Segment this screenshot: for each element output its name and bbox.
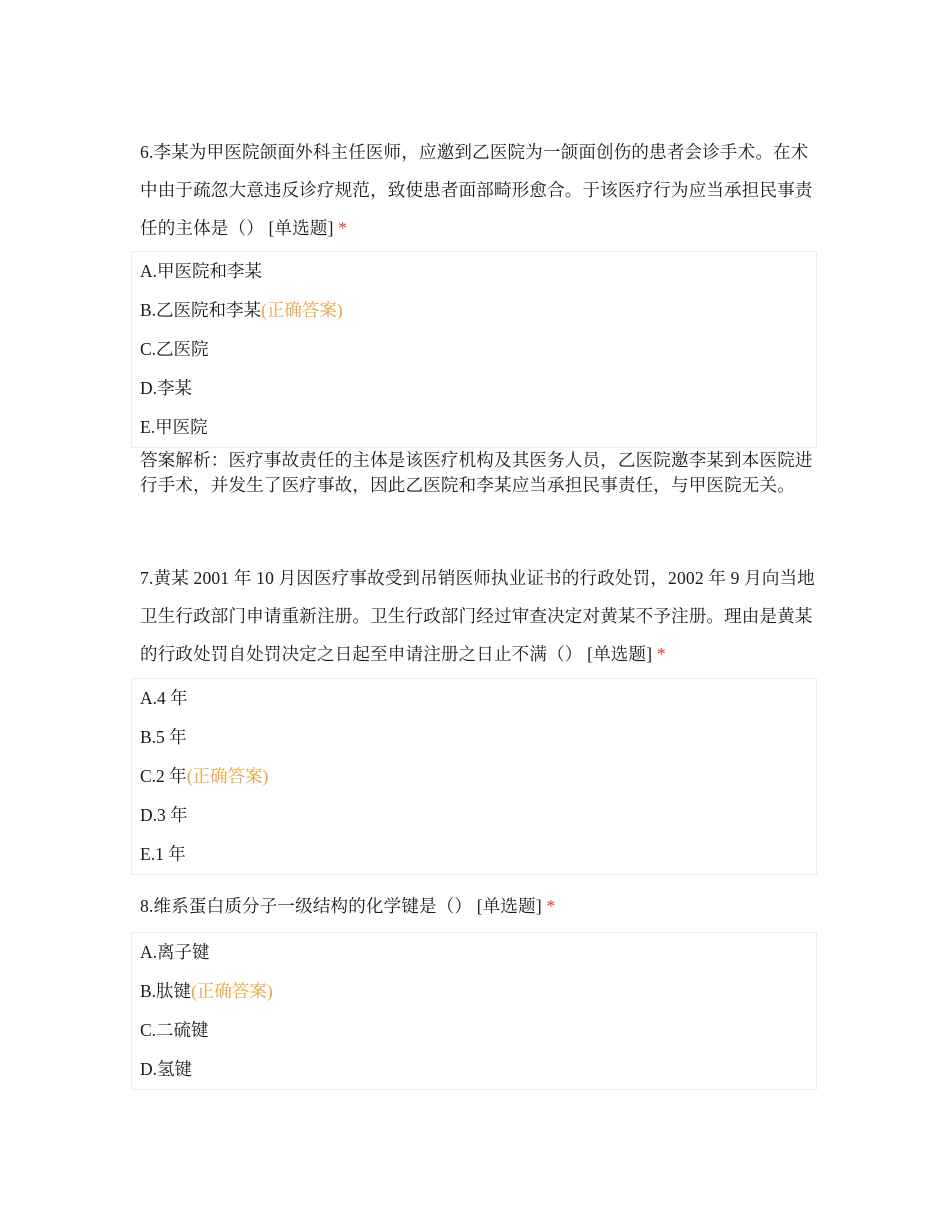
option-c[interactable] [132,1011,816,1050]
option-a[interactable] [132,679,816,718]
options-list-8 [131,932,817,1090]
option-d[interactable] [132,796,816,835]
option-label: D.李某 [140,378,193,398]
question-text: 8.维系蛋白质分子一级结构的化学键是（） [140,896,473,916]
option-e[interactable] [132,408,816,447]
option-label: A.离子键 [140,942,210,962]
option-label: C.二硫键 [140,1020,209,1040]
correct-answer-tag: (正确答案) [186,766,269,786]
option-label: A.4 年 [140,688,188,708]
question-type-tag: [单选题] [587,644,653,664]
option-b[interactable] [132,291,816,330]
required-mark: * [338,218,348,238]
option-label: B.5 年 [140,727,187,747]
option-d[interactable] [132,369,816,408]
option-label: B.肽键 [140,981,192,1001]
question-6 [140,133,820,247]
option-c[interactable] [132,757,816,796]
option-label: A.甲医院和李某 [140,261,263,281]
option-label: C.乙医院 [140,339,209,359]
option-b[interactable] [132,972,816,1011]
question-8 [140,887,820,925]
question-title [140,133,820,247]
question-type-tag: [单选题] [476,896,542,916]
option-e[interactable] [132,835,816,874]
answer-analysis: 答案解析：医疗事故责任的主体是该医疗机构及其医务人员，乙医院邀李某到本医院进行手术，并发生了医疗事故，因此乙医院和李某应当承担民事责任，与甲医院无关。 [140,450,813,495]
required-mark: * [656,644,666,664]
option-label: C.2 年 [140,766,187,786]
question-7 [140,559,820,673]
option-label: B.乙医院和李某 [140,300,262,320]
question-title [140,887,820,925]
question-title [140,559,820,673]
correct-answer-tag: (正确答案) [191,981,273,1001]
correct-answer-tag: (正确答案) [261,300,343,320]
required-mark: * [546,896,556,916]
option-c[interactable] [132,330,816,369]
option-label: E.1 年 [140,844,186,864]
question-text: 7.黄某 2001 年 10 月因医疗事故受到吊销医师执业证书的行政处罚，2002 年 9 月向当地卫生行政部门申请重新注册。卫生行政部门经过审查决定对黄某不予注册。理由是黄某的行政处罚自处罚决定之日起至申请注册之日止不满（） [140,568,815,664]
option-a[interactable] [132,252,816,291]
option-d[interactable] [132,1050,816,1089]
option-label: E.甲医院 [140,417,208,437]
option-label: D.氢键 [140,1059,193,1079]
option-a[interactable] [132,933,816,972]
options-list-7 [131,678,817,875]
question-text: 6.李某为甲医院颌面外科主任医师，应邀到乙医院为一颌面创伤的患者会诊手术。在术中由于疏忽大意违反诊疗规范，致使患者面部畸形愈合。于该医疗行为应当承担民事责任的主体是（） [140,142,813,238]
question-type-tag: [单选题] [268,218,334,238]
options-list-6 [131,251,817,448]
option-b[interactable] [132,718,816,757]
option-label: D.3 年 [140,805,188,825]
